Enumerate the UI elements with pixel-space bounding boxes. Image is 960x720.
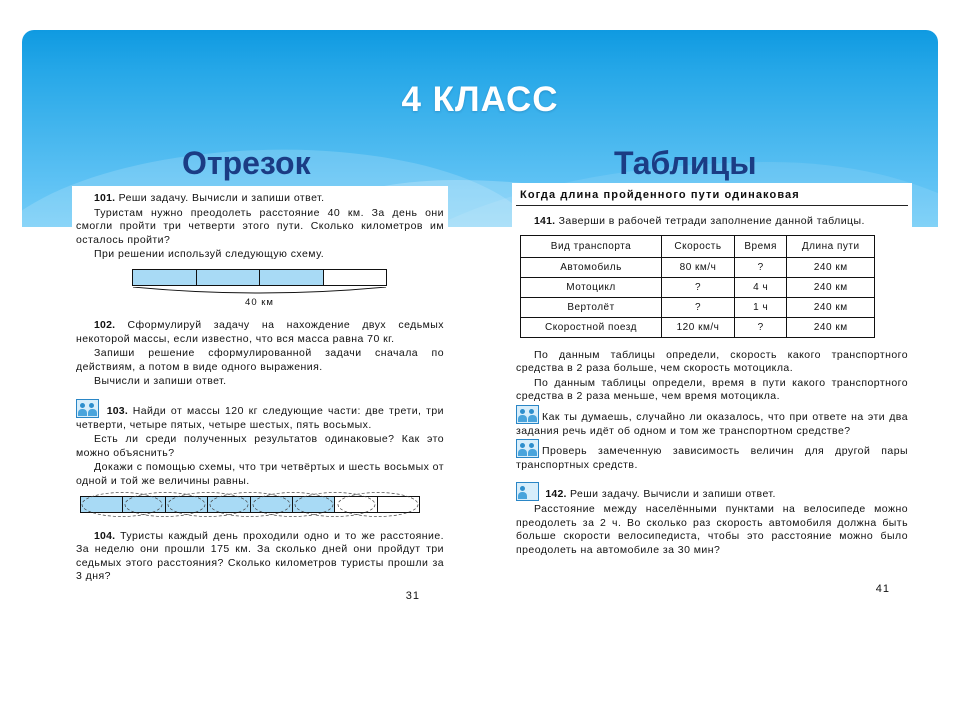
cell-distance: 240 км <box>787 317 875 337</box>
column-header-transport: Вид транспорта <box>521 235 662 257</box>
task-141-text: Заверши в рабочей тетради заполнение данной таблицы. <box>558 215 865 227</box>
task-102-line-3: Вычисли и запиши ответ. <box>94 375 227 388</box>
left-page-number: 31 <box>405 589 420 602</box>
table-row <box>521 297 875 317</box>
two-pupils-icon <box>76 399 99 418</box>
task-103-line-3: Докажи с помощью схемы, что три четвёртых и шесть восьмых от одной и той же величины равны. <box>76 461 444 487</box>
task-142-line-1: Реши задачу. Вычисли и запиши ответ. <box>570 488 776 501</box>
segment-cell <box>324 270 387 285</box>
cell-distance: 240 км <box>787 257 875 277</box>
right-page-number: 41 <box>875 583 890 596</box>
task-103-title <box>76 399 444 432</box>
table-row <box>521 277 875 297</box>
right-textbook-page <box>512 183 912 595</box>
task-142-line-2: Расстояние между населёнными пунктами на велосипеде можно преодолеть за 2 ч. Во сколько раз скорость автомобиля должна быть больше скорости велосипедиста, чтобы это расстояние можно было преодолеть на автомобиле за 30 мин? <box>516 502 908 556</box>
segment-caption-101: 40 км <box>245 296 274 308</box>
segment-bar <box>132 269 387 286</box>
cell-transport: Скоростной поезд <box>521 317 662 337</box>
table-row <box>521 317 875 337</box>
task-104-title <box>76 530 444 584</box>
column-header-speed: Скорость <box>662 235 735 257</box>
task-101-title <box>76 192 444 206</box>
task-101-line-3: При решении используй следующую схему. <box>94 248 325 261</box>
two-pupils-icon <box>516 405 539 424</box>
cell-time: 1 ч <box>734 297 787 317</box>
segment-cell <box>123 497 165 512</box>
table-row <box>521 257 875 277</box>
segment-cell <box>81 497 123 512</box>
segment-cell <box>197 270 261 285</box>
left-textbook-page <box>72 186 448 602</box>
note-4 <box>516 439 908 472</box>
cell-distance: 240 км <box>787 297 875 317</box>
task-142-number: 142. <box>545 488 567 501</box>
task-142-title <box>516 482 908 502</box>
segment-cell <box>208 497 250 512</box>
column-header-time: Время <box>734 235 787 257</box>
segment-cell <box>335 497 377 512</box>
cell-speed: 120 км/ч <box>662 317 735 337</box>
transport-table <box>520 235 875 338</box>
segment-cell <box>378 497 419 512</box>
task-103-number: 103. <box>106 404 128 417</box>
task-103-line-2: Есть ли среди полученных результатов одинаковые? Как это можно объяснить? <box>76 433 444 459</box>
cell-transport: Автомобиль <box>521 257 662 277</box>
task-141-number: 141. <box>534 215 556 227</box>
column-header-distance: Длина пути <box>787 235 875 257</box>
note-2: По данным таблицы определи, время в пути какого транспортного средства в 2 раза меньше, чем время мотоцикла. <box>516 376 908 403</box>
cell-transport: Вертолёт <box>521 297 662 317</box>
cell-speed: ? <box>662 297 735 317</box>
cell-time: ? <box>734 317 787 337</box>
cell-distance: 240 км <box>787 277 875 297</box>
two-pupils-icon <box>516 439 539 458</box>
task-102-line-2: Запиши решение сформулированной задачи сначала по действиям, а потом в виде одного выражения. <box>76 347 444 373</box>
segment-cell <box>133 270 197 285</box>
cell-speed: ? <box>662 277 735 297</box>
segment-bar <box>80 496 420 513</box>
segment-diagram-103 <box>80 496 420 513</box>
pupil-icon <box>516 482 539 501</box>
cell-time: ? <box>734 257 787 277</box>
note-3 <box>516 405 908 438</box>
subtitle-left: Отрезок <box>182 145 311 181</box>
segment-diagram-101 <box>132 269 387 308</box>
task-103-line-1: Найди от массы 120 кг следующие части: две трети, три четверти, четыре пятых, четыре шестых, пять восьмых. <box>76 404 444 431</box>
segment-cell <box>166 497 208 512</box>
task-102-line-1: Сформулируй задачу на нахождение двух седьмых некоторой массы, если известно, что вся масса равна 70 кг. <box>76 318 444 345</box>
task-141-title <box>516 215 908 229</box>
cell-transport: Мотоцикл <box>521 277 662 297</box>
task-102-number: 102. <box>94 318 116 331</box>
segment-cell <box>260 270 324 285</box>
segment-cell <box>251 497 293 512</box>
task-104-number: 104. <box>94 529 116 542</box>
task-101-line-2: Туристам нужно преодолеть расстояние 40 км. За день они смогли пройти три четверти этого пути. Сколько километров им осталось пройти? <box>76 206 444 246</box>
note-4-text: Проверь замеченную зависимость величин для другой пары транспортных средств. <box>516 445 908 471</box>
note-3-text: Как ты думаешь, случайно ли оказалось, что при ответе на эти два задания речь идёт об одном и том же транспортном средстве? <box>516 410 908 437</box>
cell-time: 4 ч <box>734 277 787 297</box>
cell-speed: 80 км/ч <box>662 257 735 277</box>
task-104-line-1: Туристы каждый день проходили одно и то же расстояние. За неделю они прошли 175 км. За сколько дней они пройдут три седьмых этого расстояния? Сколько километров туристы прошли за 3 дня? <box>76 529 444 583</box>
table-header-row <box>521 235 875 257</box>
task-101-line-1: Реши задачу. Вычисли и запиши ответ. <box>118 192 325 204</box>
segment-cell <box>293 497 335 512</box>
note-1: По данным таблицы определи, скорость какого транспортного средства в 2 раза больше, чем скорость мотоцикла. <box>516 348 908 375</box>
section-heading: Когда длина пройденного пути одинаковая <box>516 189 908 206</box>
page-title: 4 КЛАСС <box>401 80 559 119</box>
task-102-title <box>76 319 444 346</box>
brace-icon <box>132 287 387 296</box>
subtitle-right: Таблицы <box>614 145 757 181</box>
task-101-number: 101. <box>94 192 116 204</box>
